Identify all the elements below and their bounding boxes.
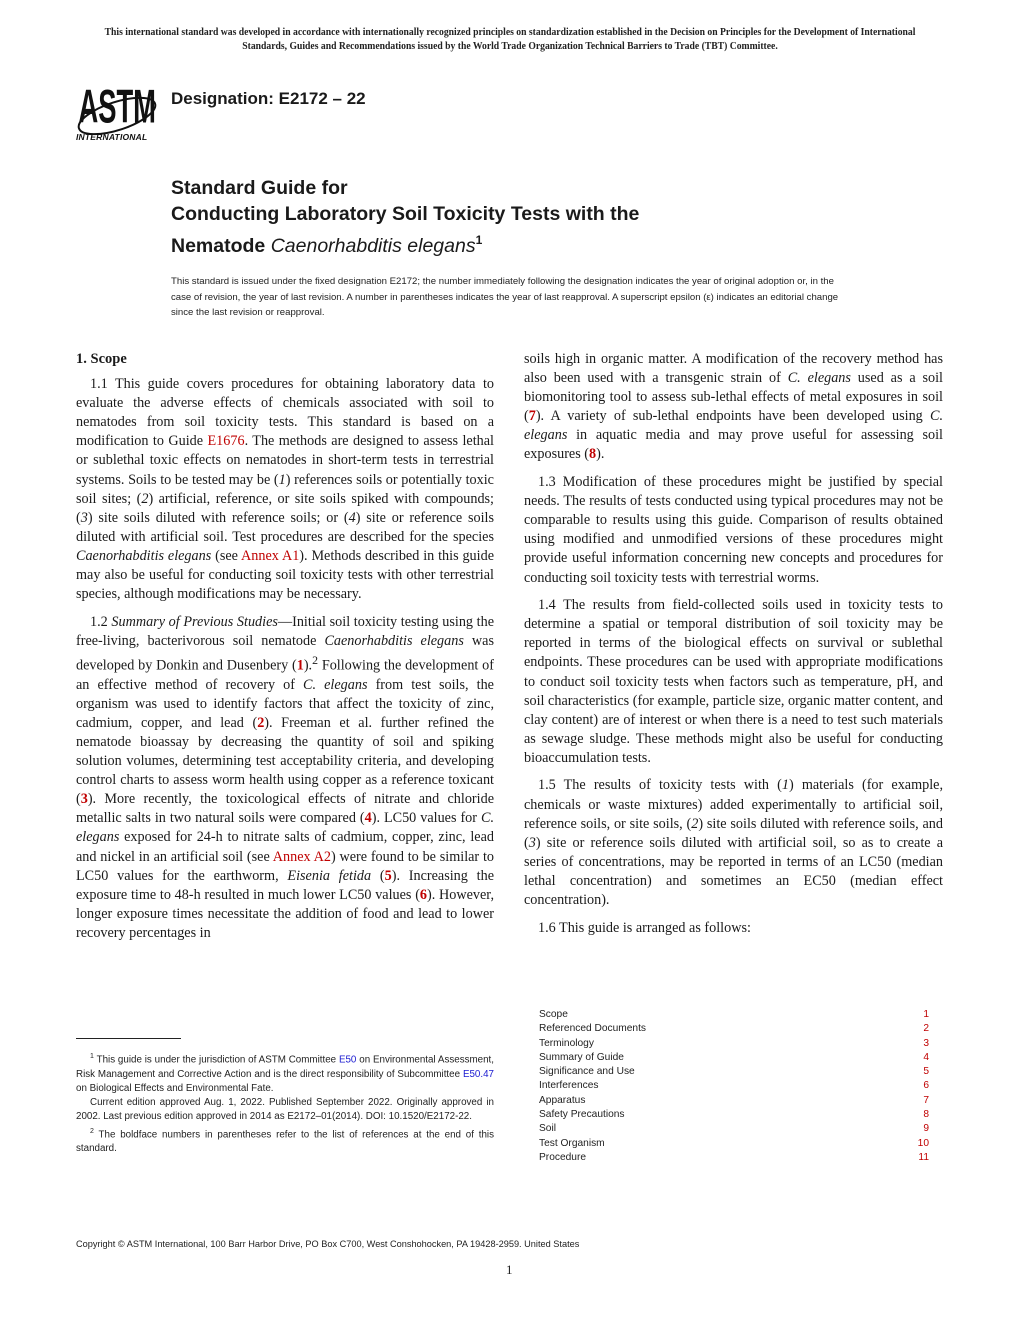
ref-8[interactable]: 8 [589,446,597,463]
paragraph-1-6: 1.6 This guide is arranged as follows: [538,919,751,936]
toc-item-procedure[interactable]: Procedure 11 [539,1151,929,1163]
ref-7[interactable]: 7 [528,408,536,425]
paragraph-1-2-continued: soils high in organic matter. A modification of the recovery method has also been used with a transgenic strain of C. elegans used as a soil biomonitoring tool to assess sub-lethal effects of metal exposures in soil (7). A variety of sub-lethal endpoints have been developed using C. elegans in aquatic media and may prove useful for assessing soil exposures (8). [524,351,943,463]
svg-text:ASTM: ASTM [78,80,156,134]
footnote-mark[interactable]: 1 [475,233,483,247]
paragraph-1-4: 1.4 The results from field-collected soils used in toxicity tests to determine a spatial or temporal distribution of soil toxicity may be reported in terms of the biological effects on survival or sublethal endpoints. These procedures can be used with appropriate modifications to conduct soil toxicity tests when factors such as temperature, pH, and soil characteristics (for example, particle size, organic matter content, and clay content) are of interest or when there is a need to test such materials as sewage sludge. These methods might also be useful for conducting bioaccumulation tests. [524,597,943,766]
toc-item-safety-precautions[interactable]: Safety Precautions 8 [539,1109,929,1121]
paragraph-1-5: 1.5 The results of toxicity tests with (1) materials (for example, chemicals or waste mixtures) added experimentally to artificial soil, reference soils, or site soils, (2) site soils diluted with reference soils, and (3) site or reference soils diluted with artificial soil, so as to create a series of concentrations, may be reported in terms of an LC50 (median lethal concentration) and sometimes an EC50 (median effect concentration). [524,777,943,909]
toc-item-test-organism[interactable]: Test Organism 10 [539,1137,929,1149]
toc-item-apparatus[interactable]: Apparatus 7 [539,1094,929,1106]
right-column [524,350,943,946]
toc-item-referenced-documents[interactable]: Referenced Documents 2 [539,1023,929,1035]
section-heading-scope: 1. Scope [76,351,127,367]
section-contents-list [539,1008,929,1165]
copyright-line: Copyright © ASTM International, 100 Barr Harbor Drive, PO Box C700, West Conshohocken, PA 19428-2959. United States [76,1239,580,1249]
link-e50[interactable]: E50 [338,1054,357,1066]
footnote-1: $^1$ This guide is under the jurisdiction of ASTM Committee E50 on Environmental Assessment, Risk Management and Corrective Action and is the direct responsibility of Subcommittee E50.47 on Biological Effects and Environmental Fate. [76,1053,494,1094]
ref-4[interactable]: 4 [364,810,372,827]
title-line-1: Standard Guide for [171,177,348,199]
link-e1676[interactable]: E1676 [207,433,245,450]
issued-note: This standard is issued under the fixed designation E2172; the number immediately following the designation indicates the year of original adoption or, in the case of revision, the year of last revision. A number in parentheses indicates the year of last reapproval. A superscript epsilon (ε) indicates an editorial change since the last revision or reapproval. [171,276,839,318]
species-name: Caenorhabditis elegans [270,235,476,257]
link-annex-a2[interactable]: Annex A2 [272,848,331,865]
link-annex-a1[interactable]: Annex A1 [241,547,300,564]
ref-5[interactable]: 5 [384,867,392,884]
footnote-2-mark[interactable]: 2 [312,652,319,667]
title-line-3: Nematode Caenorhabditis elegans$^1$ [171,233,483,257]
paragraph-1-2-continued-left: ). However, longer exposure times necessitate the addition of food and lead to lower recovery percentages in [76,886,495,941]
edition-note: Current edition approved Aug. 1, 2022. Published September 2022. Originally approved in 2002. Last previous edition approved in 2014 as E2172–01(2014). DOI: 10.1520/E2172-22. [76,1097,494,1123]
paragraph-1-1: 1.1 This guide covers procedures for obtaining laboratory data to evaluate the adverse effects of chemicals associated with soil to nematodes from soil toxicity tests. This standard is based on a modification to Guide E1676. The methods are designed to assess lethal or sublethal toxic effects on nematodes in short-term tests in terrestrial systems. Soils to be tested may be (1) references soils or potentially toxic soil sites; (2) artificial, reference, or site soils spiked with compounds; (3) site soils diluted with reference soils; or (4) site or reference soils diluted with artificial soil. Test procedures are described for the species Caenorhabditis elegans (see Annex A1). Methods described in this guide may also be useful for conducting soil toxicity tests with other terrestrial species, although modifications may be necessary. [76,376,494,603]
footnotes [76,1050,494,1157]
ref-2[interactable]: 2 [257,714,265,731]
document-title [171,175,639,259]
astm-international-label: INTERNATIONAL [76,132,148,142]
toc-item-terminology[interactable]: Terminology 3 [539,1037,929,1049]
paragraph-1-3: 1.3 Modification of these procedures might be justified by special needs. The results of tests conducted using typical procedures may not be comparable to results using this guide. Comparison of results obtained using modified and unmodified versions of these procedures might provide useful information concerning new concepts and procedures for conducting soil toxicity tests with terrestrial worms. [524,474,943,586]
title-line-2: Conducting Laboratory Soil Toxicity Tests with the [171,203,640,225]
footnote-2: $^2$ The boldface numbers in parentheses refer to the list of references at the end of this standard. [76,1127,494,1155]
paragraph-1-2: 1.2 Summary of Previous Studies—Initial soil toxicity testing using the free-living, bacterivorous soil nematode Caenorhabditis elegans was developed by Donkin and Dusenbery (1).$^2$ Following the development of an effective method of recovery of C. elegans from test soils, the organism was used to identify factors that affect the toxicity of zinc, cadmium, copper, and lead (2). Freeman et al. further refined the nematode bioassay by decreasing the quantity of soil and spiking solution volumes, determining test acceptability criteria, and developing control charts to assess worm health using copper as a reference toxicant (3). More recently, the toxicological effects of nitrate and chloride metallic salts in two natural soils were compared (4). LC50 values for C. elegans exposed for 24-h to nitrate salts of cadmium, copper, zinc, lead and nickel in an artificial soil (see Annex A2) were found to be similar to LC50 values for the earthworm, Eisenia fetida (5). Increasing the exposure time to 48-h resulted in much lower LC50 values (6). However, longer exposure times necessitate the addition of food and lead to lower recovery percentages in [76,613,495,941]
ref-1[interactable]: 1 [296,657,304,674]
toc-item-scope[interactable]: Scope 1 [539,1009,929,1020]
left-column [76,350,494,952]
toc-item-summary-of-guide[interactable]: Summary of Guide 4 [539,1051,929,1063]
page-number: 1 [506,1262,513,1277]
ref-3[interactable]: 3 [80,791,88,808]
ref-6[interactable]: 6 [419,886,428,903]
toc-item-soil[interactable]: Soil 9 [539,1123,929,1135]
footnote-divider [76,1038,181,1039]
toc-item-significance-and-use[interactable]: Significance and Use 5 [539,1066,929,1078]
toc-item-interferences[interactable]: Interferences 6 [539,1080,929,1092]
wto-notice: This international standard was developed in accordance with internationally recognized principles on standardization established in the Decision on Principles for the Development of International Standards, Guides and Recommendations issued by the World Trade Organization Technical Barriers to Trade (TBT) Committee. [104,27,916,52]
continued-text: soils high in organic matter. A modification of the recovery method has also been used with a transgenic strain of [524,351,943,387]
designation: Designation: E2172 – 22 [171,89,366,108]
link-e50-47[interactable]: E50.47 [462,1068,494,1080]
